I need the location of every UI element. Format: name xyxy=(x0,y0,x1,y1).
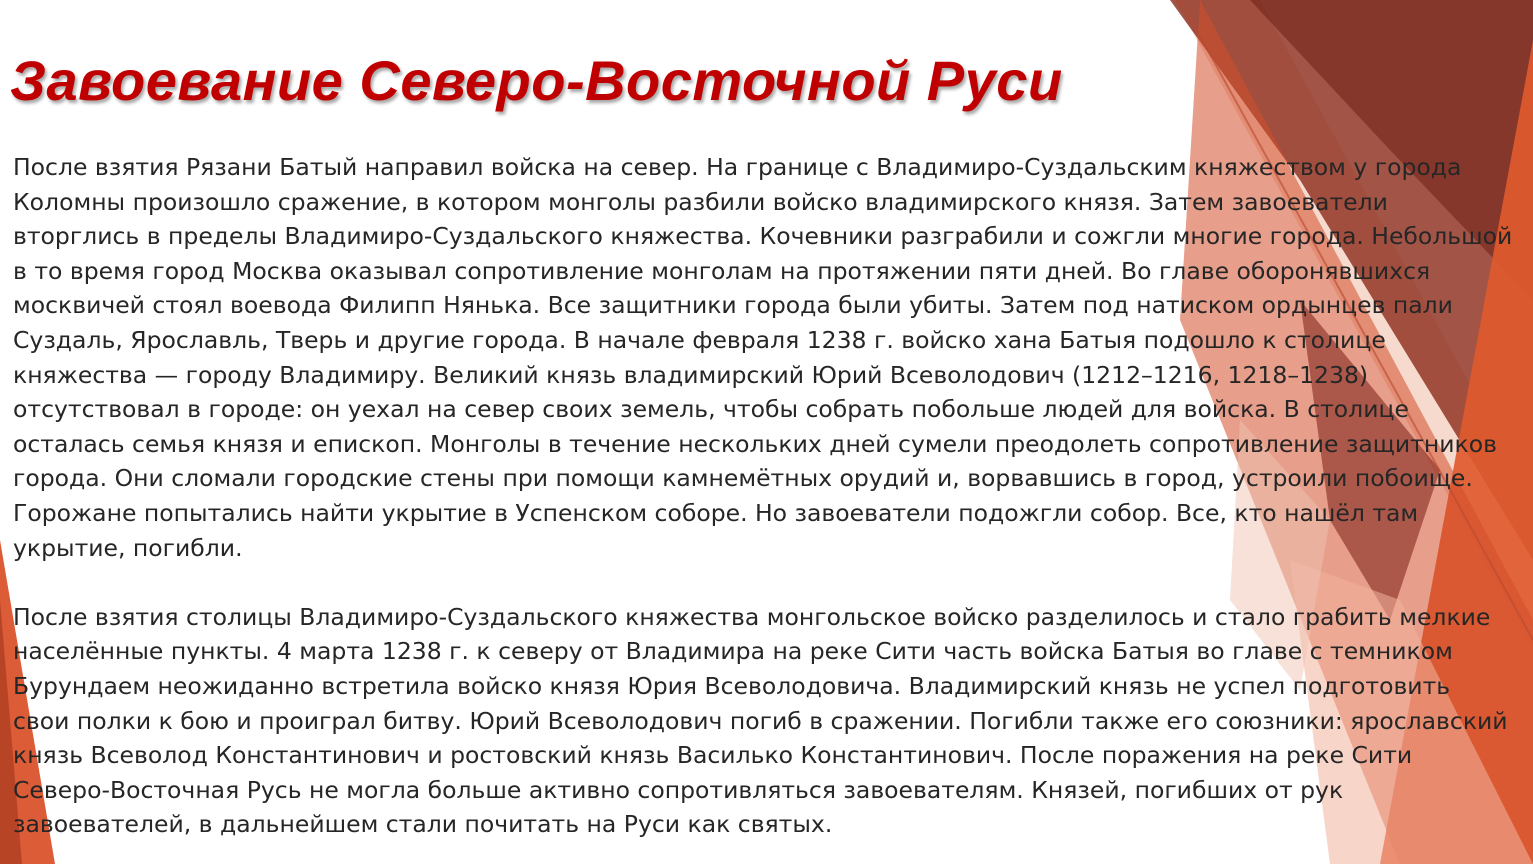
paragraph: После взятия столицы Владимиро-Суздальского княжества монгольское войско разделилось и стало грабить мелкие населённые пункты. 4 марта 1238 г. к северу от Владимира на реке Сити часть войска Батыя во главе с темником Бурундаем неожиданно встретила войско князя Юрия Всеволодовича. Владимирский князь не успел подготовить свои полки к бою и проиграл битву. Юрий Всеволодович погиб в сражении. Погибли также его союзники: ярославский князь Всеволод Константинович и ростовский князь Василько Константинович. После поражения на реке Сити Северо-Восточная Русь не могла больше активно сопротивляться завоевателям. Князей, погибших от рук завоевателей, в дальнейшем стали почитать на Руси как святых. xyxy=(13,602,1508,839)
slide-title: Завоевание Северо-Восточной Руси xyxy=(10,49,1063,112)
paragraph: После взятия Рязани Батый направил войска на север. На границе с Владимиро-Суздальским княжеством у города Коломны произошло сражение, в котором монголы разбили войско владимирского князя. Затем завоеватели вторглись в пределы Владимиро-Суздальского княжества. Кочевники разграбили и сожгли многие города. Небольшой в то время город Москва оказывал сопротивление монголам на протяжении пяти дней. Во главе оборонявшихся москвичей стоял воевода Филипп Нянька. Все защитники города были убиты. Затем под натиском ордынцев пали Суздаль, Ярославль, Тверь и другие города. В начале февраля 1238 г. войско хана Батыя подошло к столице княжества — городу Владимиру. Великий князь владимирский Юрий Всеволодович (1212–1216, 1218–1238) отсутствовал в городе: он уехал на север своих земель, чтобы собрать побольше людей для войска. В столице осталась семья князя и епископ. Монголы в течение нескольких дней сумели преодолеть сопротивление защитников города. Они сломали городские стены при помощи камнемётных орудий и, ворвавшись в город, устроили побоище. Горожане попытались найти укрытие в Успенском соборе. Но завоеватели подожгли собор. Все, кто нашёл там укрытие, погибли. xyxy=(13,153,1513,562)
slide-body xyxy=(13,150,1513,842)
